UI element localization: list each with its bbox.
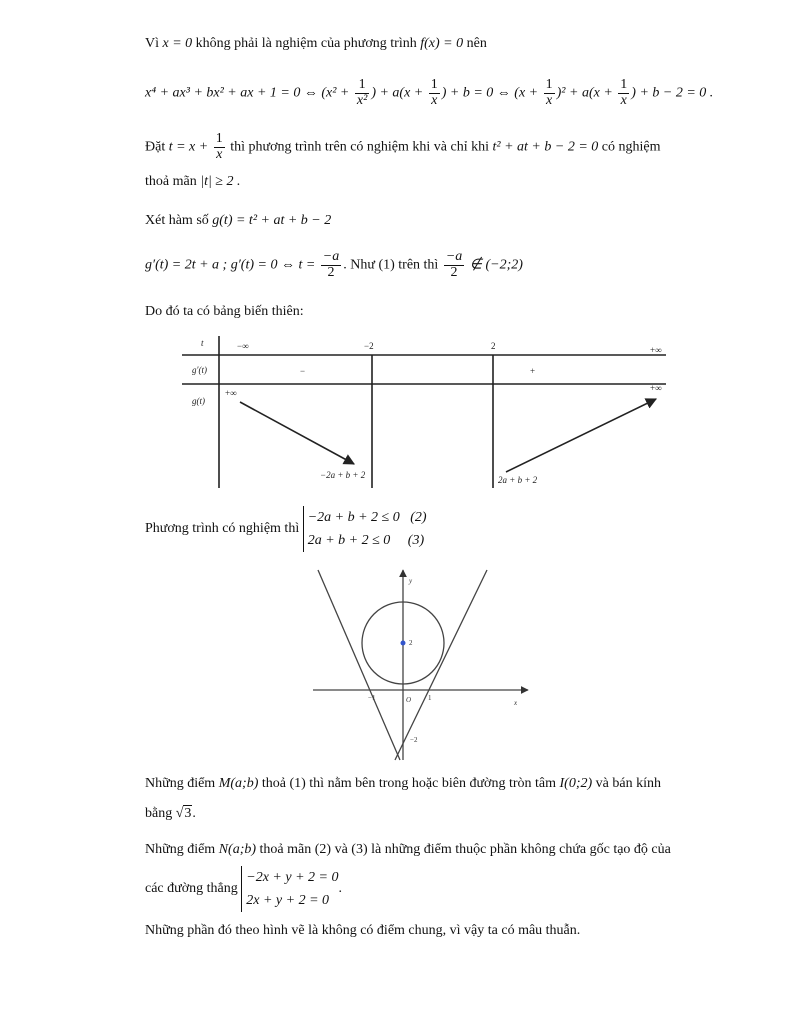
eq-part: ) + b − 2 = 0 . [631, 85, 714, 101]
text: thoả mãn [145, 174, 201, 189]
text: thoả (1) thì nằm bên trong hoặc biên đường tròn tâm [258, 776, 560, 791]
eq-part: ) + b = 0 ⇔ (x + [441, 85, 542, 101]
g-end: +∞ [650, 383, 662, 393]
paragraph-10: Những phần đó theo hình vẽ là không có điểm chung, vì vậy ta có mâu thuẫn. [145, 923, 581, 938]
center-point [401, 641, 406, 646]
den: x [620, 92, 627, 108]
math-x0: x = 0 [162, 36, 193, 51]
sign-minus: − [300, 366, 306, 376]
paragraph-5: Do đó ta có bảng biến thiên: [145, 304, 304, 319]
ineq-2: −2a + b + 2 ≤ 0 (2) [307, 510, 427, 525]
label-y: y [409, 577, 413, 585]
num: −a [322, 249, 340, 264]
label-gprime: g′(t) [192, 365, 207, 375]
den: x² [356, 92, 368, 108]
text: Đặt [145, 139, 169, 155]
label-m2: −2 [410, 736, 418, 744]
label-m1: −1 [368, 694, 376, 702]
text: không phải là nghiệm của phương trình [192, 36, 421, 51]
math: M(a;b) [218, 776, 259, 791]
paragraph-9 [145, 866, 342, 912]
sqrt-arg: 3 [184, 806, 192, 821]
eq-lhs: x⁴ + ax³ + bx² + ax + 1 = 0 ⇔ [145, 85, 322, 101]
eq-part: )² + a(x + [556, 85, 617, 101]
tick-m2: −2 [364, 341, 374, 351]
math: g′(t) = 2t + a ; g′(t) = 0 ⇔ t = [145, 257, 319, 273]
den: x [431, 92, 438, 108]
paragraph-8 [145, 842, 671, 858]
ineq-3: 2a + b + 2 ≤ 0 (3) [307, 533, 425, 549]
tick-neg-inf: −∞ [237, 341, 249, 351]
num: 1 [215, 131, 223, 146]
text: thoả mãn (2) và (3) là những điểm thuộc phần không chứa gốc tạo độ của [256, 842, 671, 857]
den: 2 [450, 264, 458, 280]
line-eq-1: −2x + y + 2 = 0 [246, 870, 339, 885]
text: Những điểm [145, 842, 219, 857]
text: Vì [145, 36, 163, 51]
paragraph-7 [145, 776, 661, 792]
label-g: g(t) [192, 396, 205, 406]
paragraph-7b [145, 806, 196, 822]
system-brace [241, 866, 338, 912]
text: . [192, 806, 196, 821]
sign-plus: + [530, 366, 536, 376]
value-min2: 2a + b + 2 [498, 475, 538, 485]
math: t = x + [168, 139, 212, 155]
text: thì phương trình trên có nghiệm khi và chỉ khi [226, 139, 493, 155]
g-start: +∞ [225, 388, 237, 398]
den: x [546, 92, 553, 108]
tick-p2: 2 [491, 341, 496, 351]
text: bằng [145, 806, 176, 821]
label-origin: O [406, 696, 412, 704]
eq-part: (x² + [321, 85, 353, 101]
den: 2 [327, 264, 335, 280]
text: Phương trình có nghiệm thì [145, 521, 303, 537]
math: t² + at + b − 2 = 0 [492, 139, 599, 155]
line-2 [395, 570, 487, 760]
tick-pos-inf: +∞ [650, 345, 662, 355]
line-1 [318, 570, 400, 760]
den: x [216, 146, 223, 162]
text: các đường thẳng [145, 881, 242, 897]
math: |t| ≥ 2 . [200, 174, 241, 189]
text: . [338, 881, 342, 897]
text: Những điểm [145, 776, 219, 791]
line-eq-2: 2x + y + 2 = 0 [246, 893, 330, 909]
label-2: 2 [409, 639, 413, 647]
text: có nghiệm [598, 139, 661, 155]
math: ∉ (−2;2) [466, 257, 523, 273]
value-min1: −2a + b + 2 [320, 470, 366, 480]
text: và bán kính [592, 776, 661, 791]
label-1: 1 [428, 694, 432, 702]
label-t: t [201, 338, 204, 348]
num: −a [445, 249, 463, 264]
label-x: x [514, 699, 518, 707]
text: Xét hàm số [145, 213, 213, 228]
num: 1 [620, 77, 628, 92]
math: N(a;b) [218, 842, 257, 857]
sqrt-sign: √ [175, 806, 184, 821]
math: g(t) = t² + at + b − 2 [212, 213, 332, 228]
num: 1 [545, 77, 553, 92]
text: nên [463, 36, 487, 51]
math-fx: f(x) = 0 [420, 36, 464, 51]
num: 1 [355, 78, 369, 94]
math: I(0;2) [559, 776, 593, 791]
num: 1 [430, 77, 438, 92]
eq-part: ) + a(x + [371, 85, 427, 101]
text: . Như (1) trên thì [343, 257, 442, 273]
